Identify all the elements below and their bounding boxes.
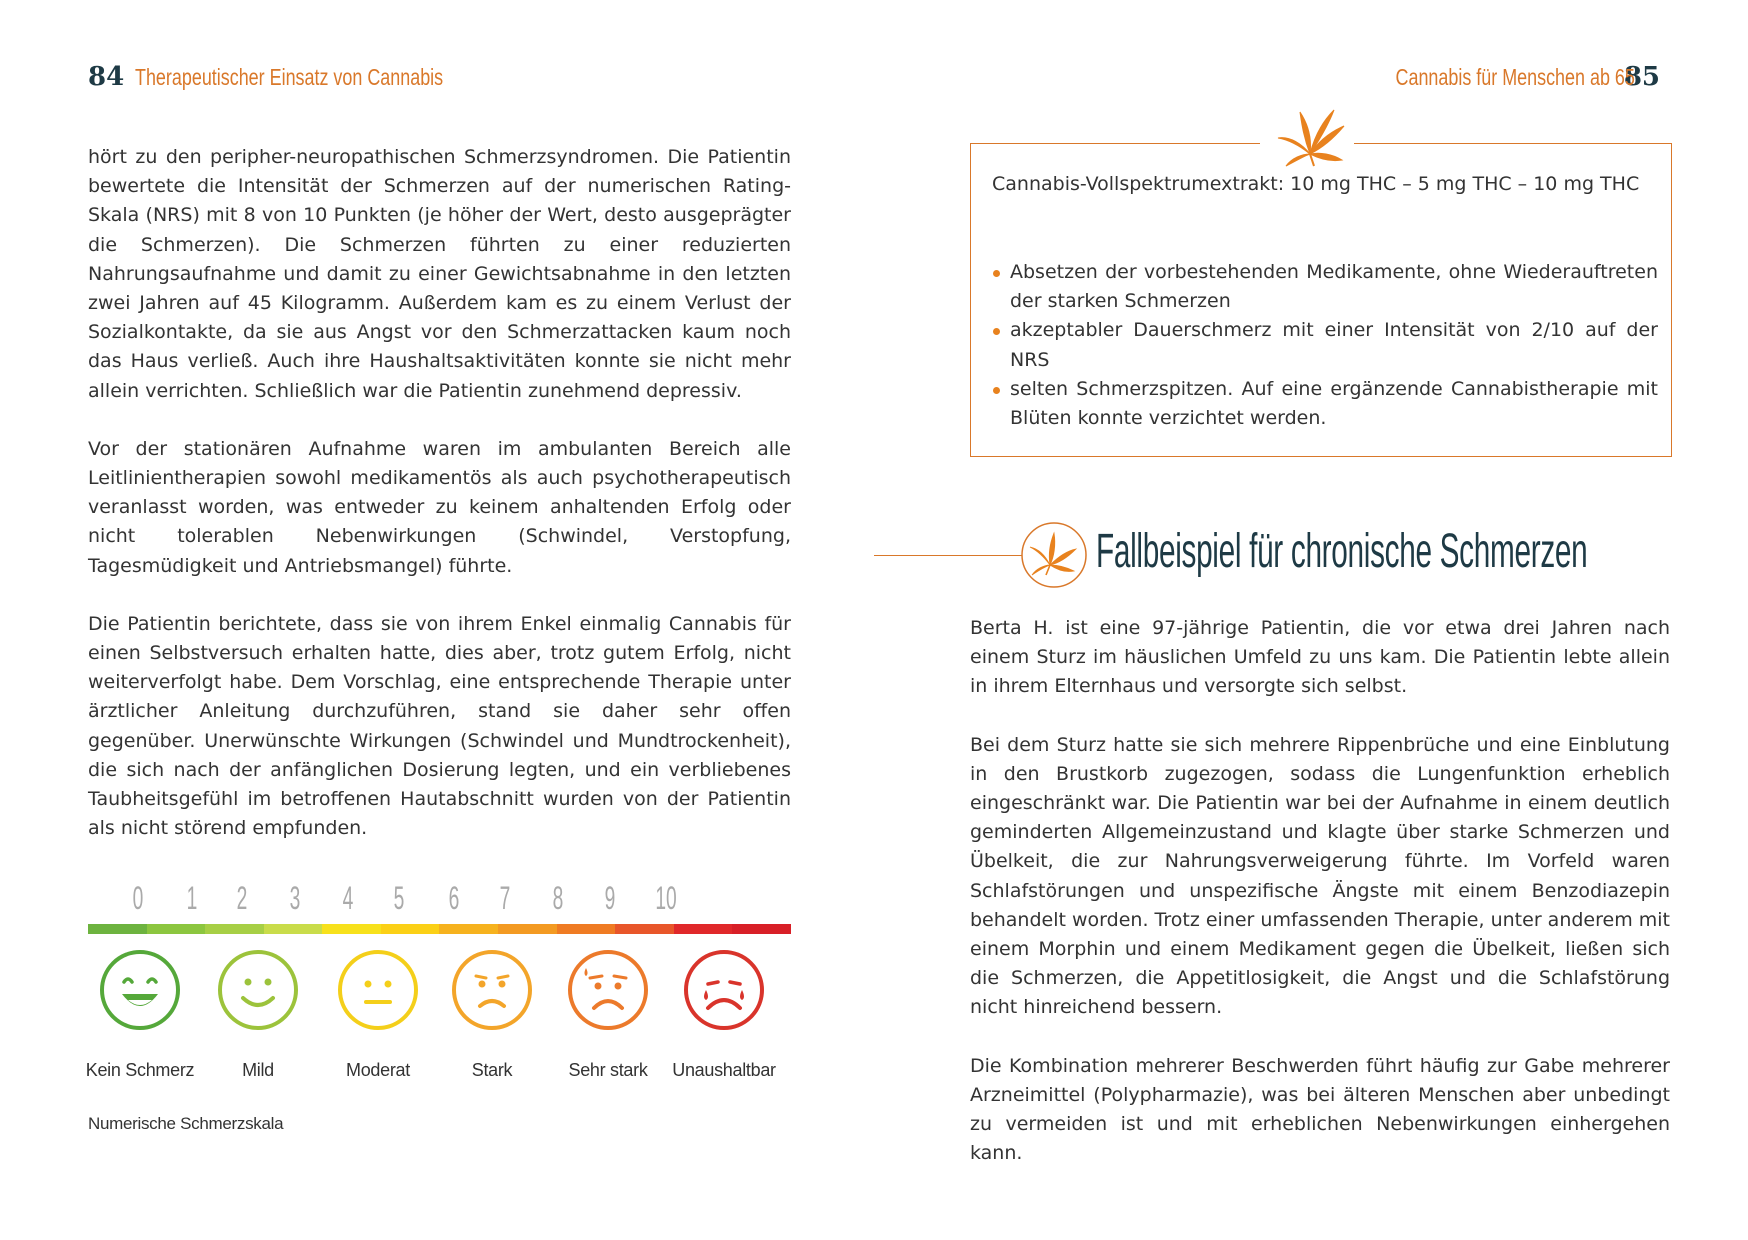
sweating-sad-face-icon xyxy=(566,948,650,1032)
paragraph: Berta H. ist eine 97-jährige Patientin, die vor etwa drei Jahren nach einem Sturz im häuslichen Umfeld zu uns kam. Die Patientin lebte allein in ihrem Elternhaus und versorgte sich selbst. xyxy=(970,617,1670,698)
scale-number: 3 xyxy=(289,880,301,916)
face-label: Moderat xyxy=(346,1060,410,1080)
scale-bar-segment xyxy=(264,924,323,934)
right-page xyxy=(874,0,1748,1240)
pain-scale-color-bar xyxy=(88,924,791,934)
crying-face-icon xyxy=(682,948,766,1032)
running-header-left xyxy=(88,62,530,92)
neutral-face-icon xyxy=(336,948,420,1032)
list-item: Absetzen der vorbestehenden Medikamente, ohne Wiederauftreten der starken Schmerzen xyxy=(992,258,1658,316)
scale-number: 1 xyxy=(186,880,198,916)
face-label: Unaushaltbar xyxy=(672,1060,776,1080)
scale-bar-segment xyxy=(439,924,498,934)
scale-number: 6 xyxy=(448,880,460,916)
paragraph: hört zu den peripher-neuropathischen Schmerzsyndromen. Die Patientin bewertete die Intensität der Schmerzen auf der numerischen Rating-Skala (NRS) mit 8 von 10 Punkten (je höher der Wert, desto ausgeprägter die Schmerzen). Die Schmerzen führten zu einer reduzierten Nahrungsaufnahme und damit zu einer Gewichtsabnahme in den letzten zwei Jahren auf 45 Kilogramm. Außerdem kam es zu einem Verlust der Sozialkontakte, da sie aus Angst vor den Schmerzattacken kaum noch das Haus verließ. Auch ihre Haushaltsaktivitäten konnte sie nicht mehr allein verrichten. Schließlich war die Patientin zunehmend depressiv. xyxy=(88,146,791,402)
scale-number: 10 xyxy=(655,880,677,916)
running-head-title: Cannabis für Menschen ab 65 xyxy=(1395,64,1636,90)
list-item: akzeptabler Dauerschmerz mit einer Intensität von 2/10 auf der NRS xyxy=(992,316,1658,374)
pain-scale-figure xyxy=(85,880,791,1108)
scale-number: 2 xyxy=(236,880,248,916)
scale-bar-segment xyxy=(557,924,616,934)
scale-number: 4 xyxy=(342,880,354,916)
pain-scale-numbers xyxy=(88,880,791,920)
very-happy-face-icon xyxy=(98,948,182,1032)
face-label: Mild xyxy=(242,1060,274,1080)
box-intro-text: Cannabis-Vollspektrumextrakt: 10 mg THC – 5 mg THC – 10 mg THC xyxy=(992,173,1640,195)
paragraph: Die Kombination mehrerer Beschwerden führt häufig zur Gabe mehrerer Arzneimittel (Polypharmazie), was bei älteren Menschen aber unbedingt zu vermeiden ist und mit erheblichen Nebenwirkungen einhergehen kann. xyxy=(970,1054,1670,1165)
cannabis-leaf-circle-icon xyxy=(1020,521,1088,589)
sad-face-icon xyxy=(450,948,534,1032)
page-number: 85 xyxy=(1623,62,1660,92)
paragraph: Die Patientin berichtete, dass sie von ihrem Enkel einmalig Cannabis für einen Selbstversuch erhalten hatte, dies aber, trotz gutem Erfolg, nicht weiterverfolgt habe. Dem Vorschlag, eine entsprechende Therapie unter ärztlicher Anleitung durchzuführen, stand sie daher sehr offen gegenüber. Unerwünschte Wirkungen (Schwindel und Mundtrockenheit), die sich nach der anfänglichen Dosierung legten, und ein verbliebenes Taubheitsgefühl im betroffenen Hautabschnitt wurden von der Patientin als nicht störend empfunden. xyxy=(88,612,791,840)
face-label: Kein Schmerz xyxy=(85,1060,195,1080)
scale-bar-segment xyxy=(732,924,791,934)
section-rule xyxy=(874,555,1022,556)
scale-bar-segment xyxy=(205,924,264,934)
body-text xyxy=(970,614,1670,1197)
scale-number: 9 xyxy=(604,880,616,916)
scale-bar-segment xyxy=(88,924,147,934)
face-label: Stark xyxy=(471,1060,513,1080)
smiling-face-icon xyxy=(216,948,300,1032)
scale-bar-segment xyxy=(322,924,381,934)
scale-number: 5 xyxy=(393,880,405,916)
scale-number: 0 xyxy=(132,880,144,916)
face-label: Sehr stark xyxy=(568,1060,648,1080)
body-text xyxy=(88,143,791,872)
page-number: 84 xyxy=(88,62,125,92)
result-list xyxy=(992,258,1658,433)
running-head-title: Therapeutischer Einsatz von Cannabis xyxy=(134,64,443,90)
list-item: selten Schmerzspitzen. Auf eine ergänzende Cannabistherapie mit Blüten konnte verzichtet werden. xyxy=(992,375,1658,433)
scale-bar-segment xyxy=(498,924,557,934)
running-header-right xyxy=(1328,62,1660,92)
scale-bar-segment xyxy=(381,924,440,934)
scale-bar-segment xyxy=(674,924,733,934)
section-heading: Fallbeispiel für chronische Schmerzen xyxy=(1096,525,1588,578)
paragraph: Vor der stationären Aufnahme waren im ambulanten Bereich alle Leitlinientherapien sowohl medikamentös als auch psychotherapeutisch veranlasst worden, was entweder zu keinem anhaltenden Erfolg oder nicht tolerablen Nebenwirkungen (Schwindel, Verstopfung, Tagesmüdigkeit und Antriebsmangel) führte. xyxy=(88,437,791,577)
scale-bar-segment xyxy=(615,924,674,934)
scale-bar-segment xyxy=(147,924,206,934)
pain-scale-faces xyxy=(85,948,791,1108)
scale-number: 8 xyxy=(552,880,564,916)
figure-caption: Numerische Schmerzskala xyxy=(88,1114,284,1133)
scale-number: 7 xyxy=(499,880,511,916)
paragraph: Bei dem Sturz hatte sie sich mehrere Rippenbrüche und eine Einblutung in den Brustkorb zugezogen, sodass die Lungenfunktion erheblich eingeschränkt war. Die Patientin war bei der Aufnahme in einem deutlich geminderten Allgemeinzustand und klagte über starke Schmerzen und Übelkeit, die zur Nahrungsverweigerung führte. Im Vorfeld waren Schlafstörungen und unspezifische Ängste mit einem Benzodiazepin behandelt worden. Trotz einer umfassenden Therapie, unter anderem mit einem Morphin und einem Medikament gegen die Übelkeit, ließen sich die Schmerzen, die Appetitlosigkeit, die Angst und die Schlafstörung nicht hinreichend bessern. xyxy=(970,733,1670,1019)
